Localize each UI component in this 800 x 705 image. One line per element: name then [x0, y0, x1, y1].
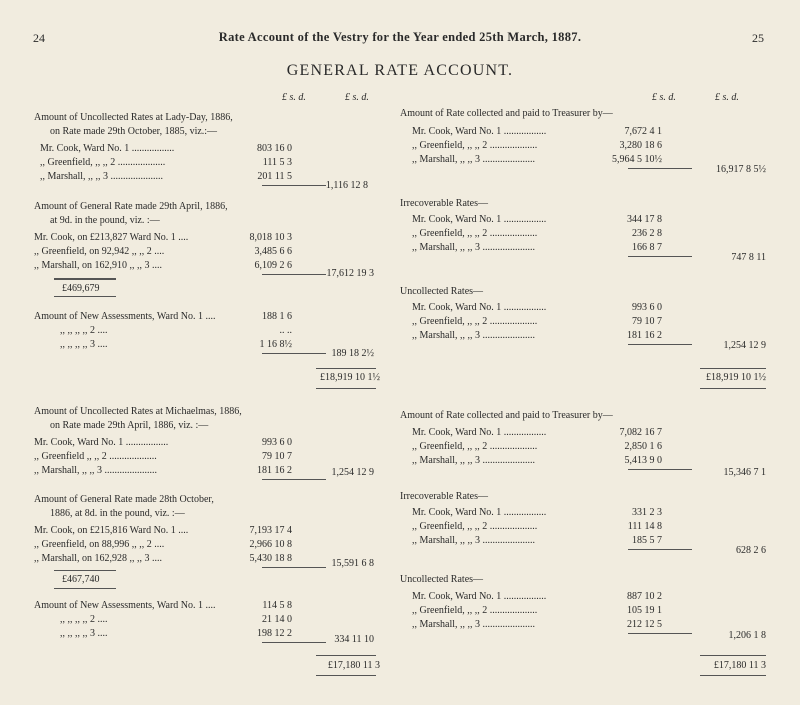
s2-right-a-row-3-amount: 5,413 9 0 [624, 455, 662, 466]
s2-right-uncollected-heading: Uncollected Rates— [400, 574, 484, 585]
page-number-left: 24 [33, 31, 45, 45]
s1-right-b-row-2-amount: 236 2 8 [632, 228, 662, 239]
s1-left-b-row-1-amount: 8,018 10 3 [249, 232, 292, 243]
s1-left-subtotal-a: 1,116 12 8 [325, 180, 368, 191]
s1-left-grand-rule-top [316, 368, 376, 369]
s2-left-a-row-1-label: Mr. Cook, Ward No. 1 ................. [34, 437, 169, 448]
s2-left-general-heading-2: 1886, at 8d. in the pound, viz. :— [50, 508, 185, 519]
s2-left-new-heading: Amount of New Assessments, Ward No. 1 .... [34, 600, 216, 611]
s2-left-a-row-2-amount: 79 10 7 [262, 451, 292, 462]
right-col-head-b: £ s. d. [715, 92, 739, 103]
s1-right-c-rule [628, 344, 692, 345]
s2-left-b-row-3-amount: 5,430 18 8 [249, 553, 292, 564]
s1-right-a-rule [628, 168, 692, 169]
s2-left-b-row-1-amount: 7,193 17 4 [249, 525, 292, 536]
s1-right-b-rule [628, 256, 692, 257]
s1-right-a-row-3-label: ,, Marshall, ,, ,, 3 ..................... [412, 154, 536, 165]
s2-left-new-row-1-amount: 114 5 8 [262, 600, 292, 611]
s2-right-c-row-2-label: ,, Greenfield, ,, ,, 2 ................... [412, 605, 538, 616]
s2-right-b-row-2-amount: 111 14 8 [627, 521, 662, 532]
s1-left-general-heading-1: Amount of General Rate made 29th April, 1886, [34, 201, 228, 212]
page-number-right: 25 [752, 31, 764, 45]
s1-left-new-row-1-amount: 188 1 6 [262, 311, 292, 322]
s2-left-boxed-total-rule-top [54, 570, 116, 571]
s1-right-c-row-1-amount: 993 6 0 [632, 302, 662, 313]
s2-left-a-row-1-amount: 993 6 0 [262, 437, 292, 448]
s1-right-b-row-1-label: Mr. Cook, Ward No. 1 ................. [412, 214, 547, 225]
s1-left-b-row-2-label: ,, Greenfield, on 92,942 ,, ,, 2 .... [34, 246, 165, 257]
s1-left-new-row-2-amount: .. .. [279, 325, 292, 336]
s2-right-b-row-1-label: Mr. Cook, Ward No. 1 ................. [412, 507, 547, 518]
s1-left-b-row-3-amount: 6,109 2 6 [254, 260, 292, 271]
s1-left-a-row-1-label: Mr. Cook, Ward No. 1 ................. [40, 143, 175, 154]
s1-right-grand-rule-bottom [700, 388, 766, 389]
s2-right-b-row-1-amount: 331 2 3 [632, 507, 662, 518]
s1-left-new-heading: Amount of New Assessments, Ward No. 1 .... [34, 311, 216, 322]
s1-left-a-row-3-amount: 201 11 5 [257, 171, 292, 182]
s2-left-uncollected-heading-2: on Rate made 29th April, 1886, viz. :— [50, 420, 209, 431]
s2-right-a-row-2-label: ,, Greenfield, ,, ,, 2 ................... [412, 441, 538, 452]
s1-left-general-heading-2: at 9d. in the pound, viz. :— [50, 215, 160, 226]
s1-right-c-row-3-amount: 181 16 2 [627, 330, 662, 341]
s2-right-c-row-1-amount: 887 10 2 [627, 591, 662, 602]
s1-right-collected-heading: Amount of Rate collected and paid to Treasurer by— [400, 108, 613, 119]
s2-right-b-rule [628, 549, 692, 550]
s2-left-new-row-2-label: ,, ,, ,, ,, 2 .... [60, 614, 108, 625]
s1-right-subtotal-c: 1,254 12 9 [723, 340, 766, 351]
s2-left-boxed-total-rule-bottom [54, 588, 116, 589]
s1-right-a-row-3-amount: 5,964 5 10½ [612, 154, 662, 165]
s2-right-a-row-3-label: ,, Marshall, ,, ,, 3 ..................... [412, 455, 536, 466]
s1-right-c-row-2-label: ,, Greenfield, ,, ,, 2 ................... [412, 316, 538, 327]
s2-right-b-row-3-amount: 185 5 7 [632, 535, 662, 546]
left-col-head-a: £ s. d. [282, 92, 306, 103]
s1-right-subtotal-a: 16,917 8 5½ [716, 164, 766, 175]
s2-left-uncollected-heading-1: Amount of Uncollected Rates at Michaelmas, 1886, [34, 406, 242, 417]
s1-left-boxed-total-rule-top [54, 278, 116, 280]
s2-left-a-row-3-label: ,, Marshall, ,, ,, 3 ..................... [34, 465, 158, 476]
s1-left-a-row-3-label: ,, Marshall, ,, ,, 3 ..................... [40, 171, 164, 182]
s2-right-c-row-3-label: ,, Marshall, ,, ,, 3 ..................... [412, 619, 536, 630]
s1-right-c-row-3-label: ,, Marshall, ,, ,, 3 ..................... [412, 330, 536, 341]
s2-left-subtotal-b: 15,591 6 8 [331, 558, 374, 569]
s2-right-collected-heading: Amount of Rate collected and paid to Treasurer by— [400, 410, 613, 421]
s1-right-b-row-1-amount: 344 17 8 [627, 214, 662, 225]
s1-left-new-row-2-label: ,, ,, ,, ,, 2 .... [60, 325, 108, 336]
s1-left-new-row-3-label: ,, ,, ,, ,, 3 .... [60, 339, 108, 350]
s1-left-grand-total: £18,919 10 1½ [320, 372, 380, 383]
s1-right-grand-total: £18,919 10 1½ [706, 372, 766, 383]
s2-left-b-row-2-label: ,, Greenfield, on 88,996 ,, ,, 2 .... [34, 539, 165, 550]
s1-left-subtotal-b: 17,612 19 3 [326, 268, 374, 279]
s1-right-irrecoverable-heading: Irrecoverable Rates— [400, 198, 489, 209]
s2-left-new-row-3-label: ,, ,, ,, ,, 3 .... [60, 628, 108, 639]
s1-right-grand-rule-top [700, 368, 766, 369]
s1-right-a-row-2-amount: 3,280 18 6 [619, 140, 662, 151]
s1-left-new-row-3-amount: 1 16 8½ [259, 339, 292, 350]
s2-left-subtotal-c: 334 11 10 [334, 634, 374, 645]
s2-right-subtotal-a: 15,346 7 1 [723, 467, 766, 478]
left-col-head-b: £ s. d. [345, 92, 369, 103]
s2-right-grand-rule-bottom [700, 675, 766, 676]
s1-right-a-row-1-label: Mr. Cook, Ward No. 1 ................. [412, 126, 547, 137]
s2-right-b-row-3-label: ,, Marshall, ,, ,, 3 ..................... [412, 535, 536, 546]
s1-right-c-row-1-label: Mr. Cook, Ward No. 1 ................. [412, 302, 547, 313]
s1-right-a-row-2-label: ,, Greenfield, ,, ,, 2 ................... [412, 140, 538, 151]
s1-left-b-row-2-amount: 3,485 6 6 [254, 246, 292, 257]
s1-left-uncollected-heading-1: Amount of Uncollected Rates at Lady-Day, 1886, [34, 112, 233, 123]
s1-right-uncollected-heading: Uncollected Rates— [400, 286, 484, 297]
s2-right-c-rule [628, 633, 692, 634]
s2-left-general-heading-1: Amount of General Rate made 28th October, [34, 494, 214, 505]
s2-right-irrecoverable-heading: Irrecoverable Rates— [400, 491, 489, 502]
s2-right-a-row-1-amount: 7,082 16 7 [619, 427, 662, 438]
s1-right-b-row-3-label: ,, Marshall, ,, ,, 3 ..................... [412, 242, 536, 253]
s1-left-boxed-total: £469,679 [62, 283, 100, 294]
s2-right-a-row-2-amount: 2,850 1 6 [624, 441, 662, 452]
s2-right-subtotal-b: 628 2 6 [736, 545, 766, 556]
s2-left-b-row-1-label: Mr. Cook, on £215,816 Ward No. 1 .... [34, 525, 189, 536]
s2-left-a-row-3-amount: 181 16 2 [257, 465, 292, 476]
s2-left-subtotal-a: 1,254 12 9 [331, 467, 374, 478]
s2-left-grand-total: £17,180 11 3 [327, 660, 380, 671]
s2-right-a-row-1-label: Mr. Cook, Ward No. 1 ................. [412, 427, 547, 438]
s2-left-new-row-3-amount: 198 12 2 [257, 628, 292, 639]
s2-left-new-row-2-amount: 21 14 0 [262, 614, 292, 625]
s1-left-grand-rule-bottom [316, 388, 376, 389]
s2-right-b-row-2-label: ,, Greenfield, ,, ,, 2 ................... [412, 521, 538, 532]
s1-left-subtotal-c: 189 18 2½ [331, 348, 374, 359]
s2-left-grand-rule-bottom [316, 675, 376, 676]
s2-left-a-row-2-label: ,, Greenfield ,, ,, 2 ................... [34, 451, 157, 462]
running-title: Rate Account of the Vestry for the Year ended 25th March, 1887. [218, 30, 582, 44]
s1-right-a-row-1-amount: 7,672 4 1 [624, 126, 662, 137]
s1-right-c-row-2-amount: 79 10 7 [632, 316, 662, 327]
s2-right-subtotal-c: 1,206 1 8 [728, 630, 766, 641]
s1-left-b-row-3-label: ,, Marshall, on 162,910 ,, ,, 3 .... [34, 260, 163, 271]
right-col-head-a: £ s. d. [652, 92, 676, 103]
s1-right-b-row-3-amount: 166 8 7 [632, 242, 662, 253]
s2-left-grand-rule-top [316, 655, 376, 656]
account-title: GENERAL RATE ACCOUNT. [286, 62, 514, 79]
s2-right-grand-total: £17,180 11 3 [713, 660, 766, 671]
s2-left-a-rule [262, 479, 326, 480]
s1-left-a-row-2-amount: 111 5 3 [262, 157, 292, 168]
s2-right-c-row-3-amount: 212 12 5 [627, 619, 662, 630]
s2-left-b-row-3-label: ,, Marshall, on 162,928 ,, ,, 3 .... [34, 553, 163, 564]
s1-left-a-row-2-label: ,, Greenfield, ,, ,, 2 ................... [40, 157, 166, 168]
s2-left-b-row-2-amount: 2,966 10 8 [249, 539, 292, 550]
s1-left-uncollected-heading-2: on Rate made 29th October, 1885, viz.:— [50, 126, 218, 137]
s1-left-b-row-1-label: Mr. Cook, on £213,827 Ward No. 1 .... [34, 232, 189, 243]
s1-right-subtotal-b: 747 8 11 [731, 252, 766, 263]
s1-right-b-row-2-label: ,, Greenfield, ,, ,, 2 ................... [412, 228, 538, 239]
s1-left-a-row-1-amount: 803 16 0 [257, 143, 292, 154]
s2-right-c-row-2-amount: 105 19 1 [627, 605, 662, 616]
s2-right-c-row-1-label: Mr. Cook, Ward No. 1 ................. [412, 591, 547, 602]
s2-left-boxed-total: £467,740 [62, 574, 100, 585]
s1-left-boxed-total-rule-bottom [54, 296, 116, 297]
s2-right-grand-rule-top [700, 655, 766, 656]
s2-right-a-rule [628, 469, 692, 470]
